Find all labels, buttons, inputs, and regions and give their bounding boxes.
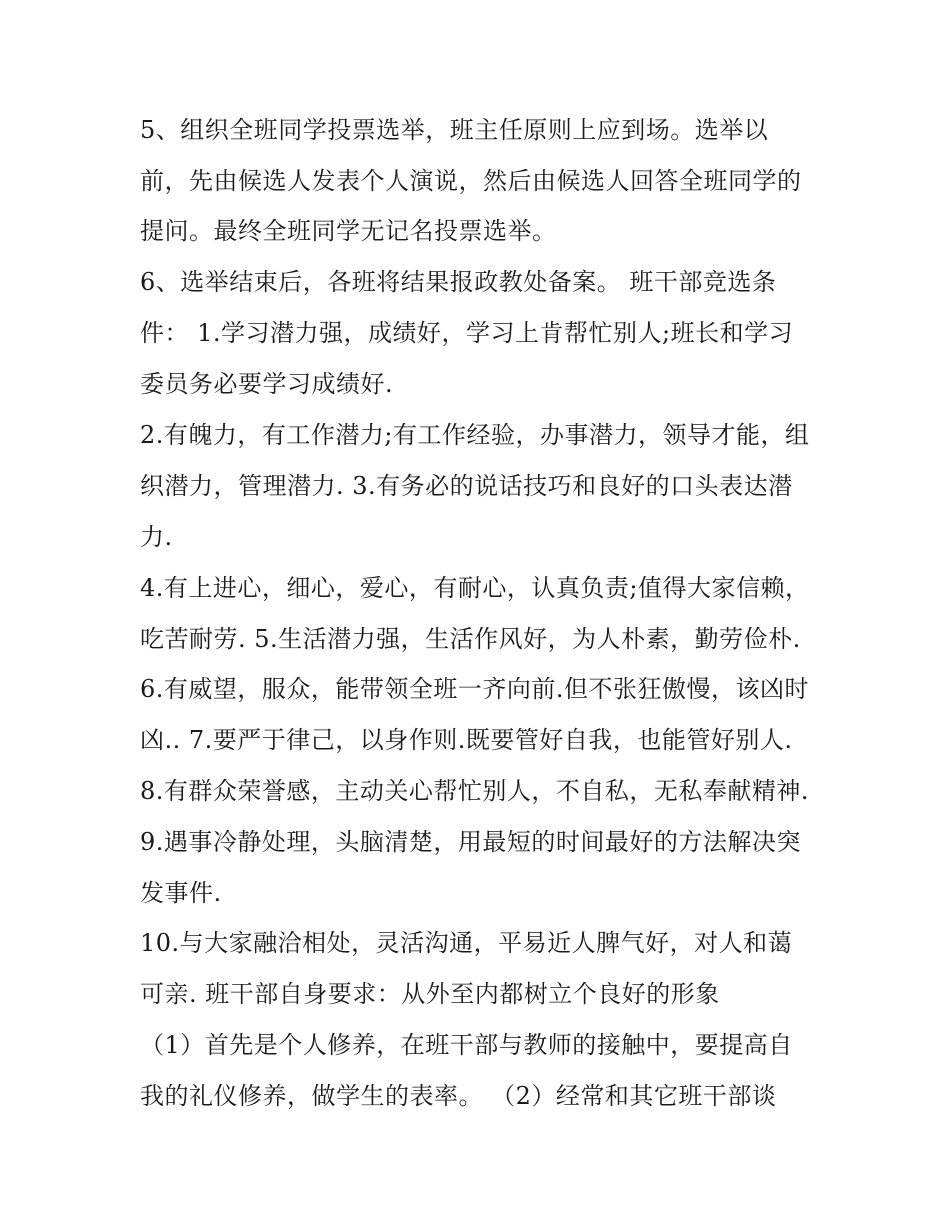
text-line: 9.遇事冷静处理，头脑清楚，用最短的时间最好的方法解决突	[140, 828, 801, 856]
text-line: 10.与大家融洽相处，灵活沟通，平易近人脾气好，对人和蔼	[140, 929, 793, 957]
text-line: （1）首先是个人修养，在班干部与教师的接触中，要提高自	[140, 1031, 793, 1059]
text-line: 2.有魄力，有工作潜力;有工作经验，办事潜力，领导才能，组	[140, 421, 810, 449]
text-line: 6.有威望，服众，能带领全班一齐向前.但不张狂傲慢，该凶时	[140, 675, 810, 703]
text-line: 4.有上进心，细心，爱心，有耐心，认真负责;值得大家信赖，	[140, 574, 810, 602]
text-line: 5、组织全班同学投票选举，班主任原则上应到场。选举以	[140, 116, 769, 144]
text-line: 可亲. 班干部自身要求：从外至内都树立个良好的形象	[140, 980, 720, 1008]
text-line: 前，先由候选人发表个人演说，然后由候选人回答全班同学的	[140, 167, 802, 195]
text-line: 发事件.	[140, 879, 222, 907]
text-line: 吃苦耐劳. 5.生活潜力强，生活作风好，为人朴素，勤劳俭朴.	[140, 625, 801, 653]
text-line: 委员务必要学习成绩好.	[140, 370, 394, 398]
text-line: 提问。最终全班同学无记名投票选举。	[140, 217, 557, 245]
text-line: 8.有群众荣誉感，主动关心帮忙别人，不自私，无私奉献精神.	[140, 777, 810, 805]
text-line: 我的礼仪修养，做学生的表率。 （2）经常和其它班干部谈	[140, 1082, 777, 1110]
text-line: 凶.. 7.要严于律己，以身作则.既要管好自我，也能管好别人.	[140, 726, 793, 754]
text-line: 力.	[140, 523, 173, 551]
text-line: 件： 1.学习潜力强，成绩好，学习上肯帮忙别人;班长和学习	[140, 319, 794, 347]
text-line: 织潜力，管理潜力. 3.有务必的说话技巧和良好的口头表达潜	[140, 472, 793, 500]
text-line: 6、选举结束后，各班将结果报政教处备案。 班干部竞选条	[140, 268, 777, 296]
